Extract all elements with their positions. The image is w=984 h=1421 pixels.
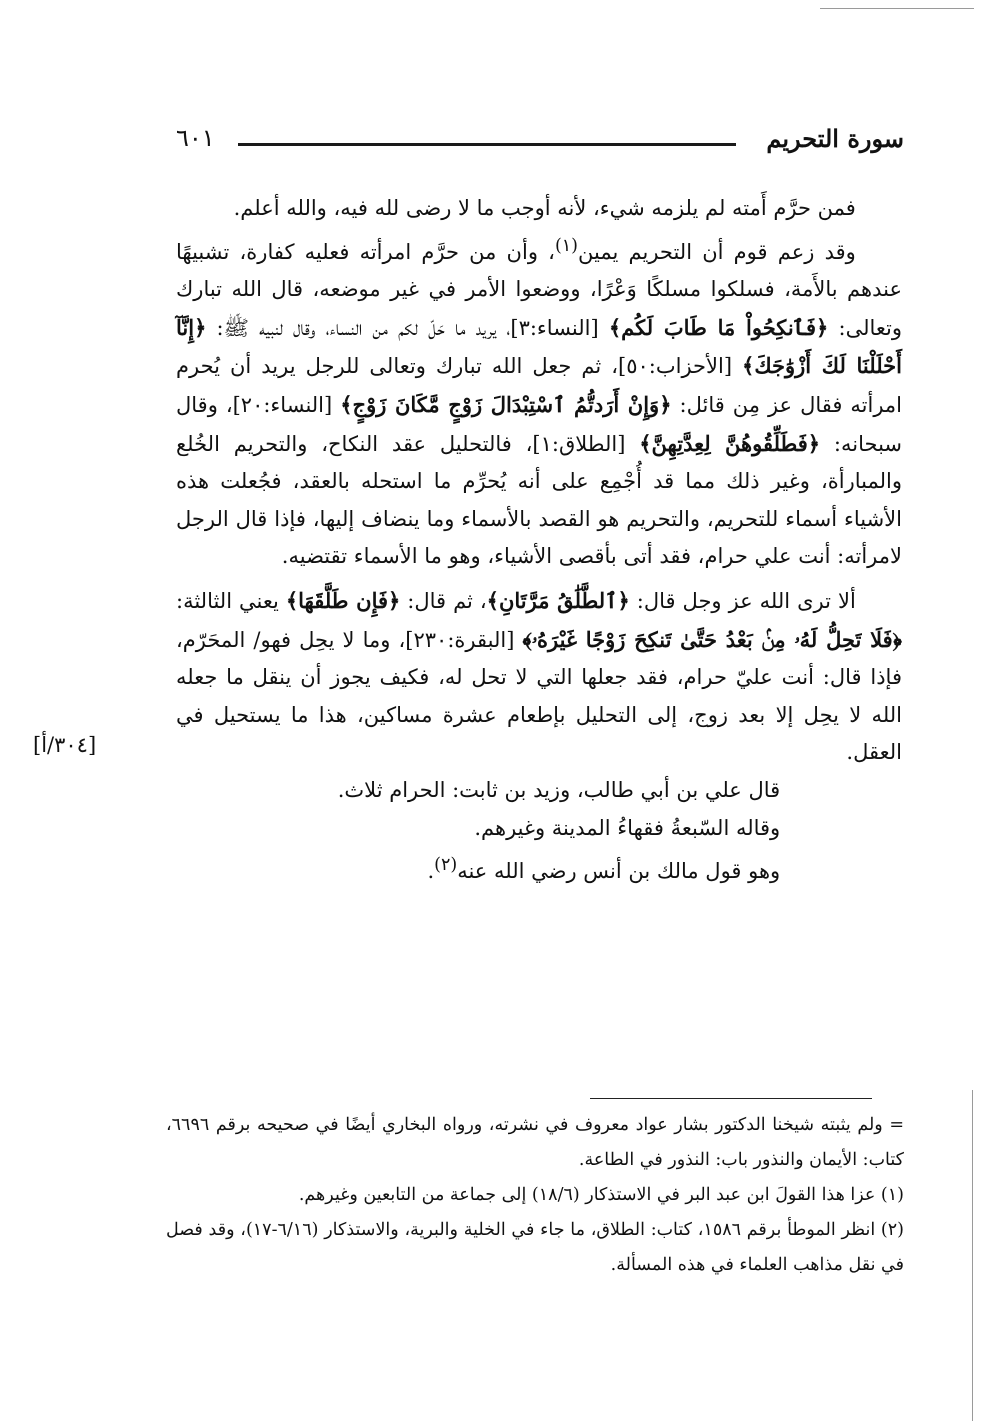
paragraph-5: وقاله السّبعةُ فقهاءُ المدينة وغيرهم.: [474, 815, 781, 840]
footnote-continuation: = ولم يثبته شيخنا الدكتور بشار عواد معروف في نشرته، ورواه البخاري أيضًا في صحيحه برقم ٦٦٩٦، كتاب: الأيمان والنذور باب: النذور في الطاعة.: [166, 1115, 904, 1170]
text-run: وهو قول مالك بن أنس رضي الله عنه: [457, 859, 781, 884]
text-run: ألا ترى الله عز وجل قال:: [629, 588, 856, 613]
paragraph-4: قال علي بن أبي طالب، وزيد بن ثابت: الحرام ثلاث.: [337, 777, 781, 802]
quran-quote: ﴿فَطَلِّقُوهُنَّ لِعِدَّتِهِنَّ﴾: [639, 430, 821, 456]
quran-quote: ﴿ٱلطَّلَٰقُ مَرَّتَانِ﴾: [486, 587, 630, 613]
footnotes: [166, 1108, 904, 1283]
footnote-1: (١) عزا هذا القولَ ابن عبد البر في الاستذكار (١٨/٦) إلى جماعة من التابعين وغيرهم.: [298, 1185, 904, 1205]
text-run: [الأحزاب:٥٠]، ثم جعل الله تبارك وتعالى للرجل يريد أن يُحرم امرأته فقال عز مِن قائل:: [176, 354, 902, 417]
footnote-separator: [590, 1098, 872, 1099]
text-run: وقد زعم قوم أن التحريم يمين: [578, 239, 856, 264]
text-run: يعني الثالثة:: [176, 588, 286, 613]
footnote-marker-1: (١): [554, 235, 578, 256]
quran-quote: ﴿إِنَّآ أَحْلَلْنَا لَكَ أَزْوَٰجَكَ﴾: [176, 314, 902, 379]
paragraph-1: فمن حرَّم أَمته لم يلزمه شيء، لأنه أوجب ما لا رضى لله فيه، والله أعلم.: [233, 196, 856, 220]
text-run: ، ثم قال:: [400, 588, 487, 613]
quran-quote: ﴿فَٱنكِحُواْ مَا طَابَ لَكُم﴾: [608, 314, 829, 340]
header-rule: [238, 143, 736, 146]
quran-quote: ﴿وَإِنْ أَرَدتُّمُ ٱسْتِبْدَالَ زَوْجٍ مَّكَانَ زَوْجٍ﴾: [340, 391, 672, 417]
text-run: [البقرة:٢٣٠]، وما لا يحِل فهو/ المحَرّم، فإذا قال: أنت عليّ حرام، فقد جعلها التي لا تحل له، فكيف يجوز أن ينقل ما جعله الله لا يحِل إلا بعد زوج، إلى التحليل بإطعام عشرة مساكين، هذا ما يستحيل في العقل.: [176, 627, 902, 765]
paragraph-3: [176, 582, 902, 772]
footnote-2: (٢) انظر الموطأ برقم ١٥٨٦، كتاب: الطلاق، ما جاء في الخلية والبرية، والاستذكار (٦/١٦-١٧)، وقد فصل في نقل مذاهب العلماء في هذه المسألة.: [166, 1220, 904, 1275]
text-run: [النساء:٢٠]، وقال سبحانه:: [176, 392, 902, 456]
quran-quote: ﴿فَإِن طَلَّقَهَا﴾: [285, 587, 401, 613]
quran-quote: ﴿فَلَا تَحِلُّ لَهُۥ مِنۢ بَعْدُ حَتَّىٰ تَنكِحَ زَوْجًا غَيْرَهُۥ﴾: [522, 626, 902, 652]
text-run: [الطلاق:١]، فالتحليل عقد النكاح، والتحريم الخُلع والمبارأة، وغير ذلك مما قد أُجْمِع على أنه يُحرِّم ما استحله بالعقد، فجُعلت هذه الأشياء أسماء للتحريم، والتحريم هو القصد بالأسماء وما ينضاف إليها، فإذا قال الرجل لامرأته: أنت علي حرام، فقد أتى بأقصى الأشياء، وهو ما الأسماء تقتضيه.: [176, 431, 902, 569]
text-run: ، وأن من حرَّم امرأته فعليه كفارة، تشبيهًا عندهم بالأَمة، فسلكوا مسلكًا وَعْرًا، ووضعوا الأمر في غير موضعه، قال الله تبارك وتعالى:: [176, 239, 902, 340]
surah-title: سورة التحريم: [766, 124, 904, 153]
text-run: .: [427, 859, 435, 884]
paragraph-6: [176, 847, 902, 891]
running-header: [176, 124, 904, 164]
scan-edge-right: [972, 1090, 973, 1421]
scan-edge-top: [820, 8, 974, 9]
manuscript-folio-ref: [٣٠٤/أ]: [33, 733, 97, 757]
footnote-marker-2: (٢): [434, 855, 458, 876]
text-run: [النساء:٣]، يريد ما حَلّ لكم من النساء، وقال لنبيه ﷺ:: [206, 315, 609, 340]
main-text: [176, 190, 902, 891]
page-number: ٦٠١: [176, 124, 215, 152]
paragraph-2: [176, 228, 902, 576]
